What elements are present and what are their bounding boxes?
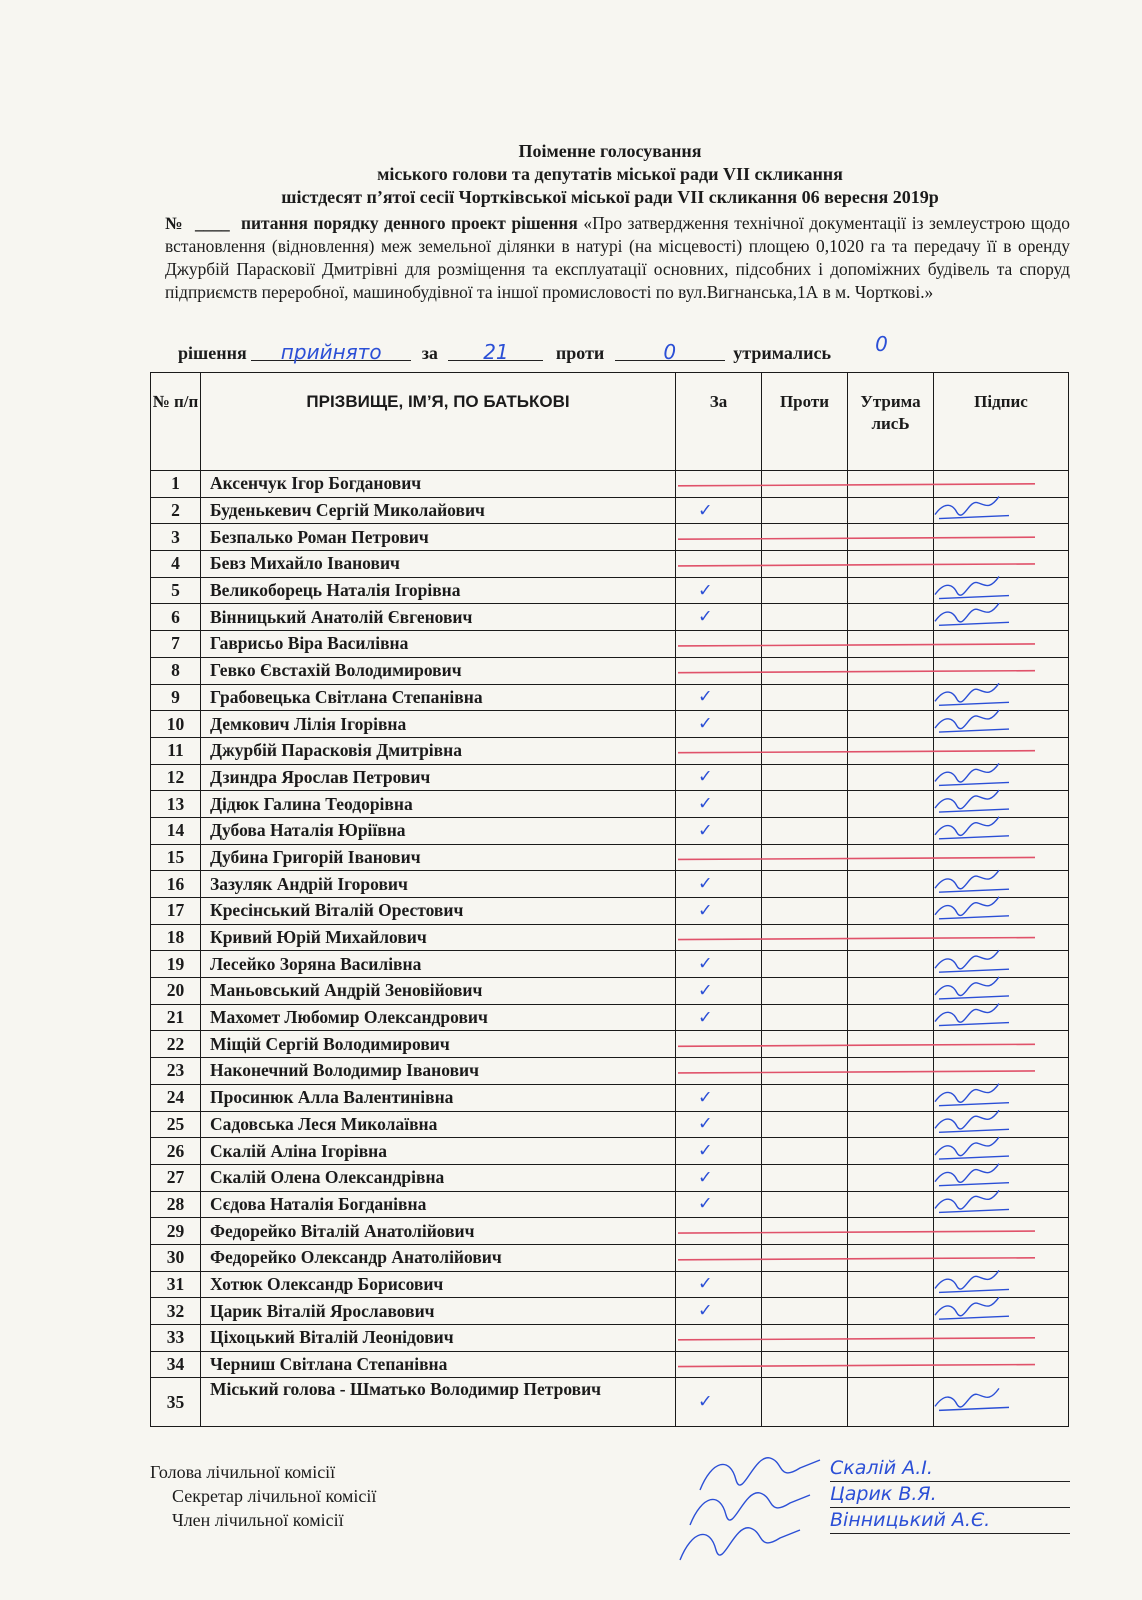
vote-for-mark — [676, 1031, 762, 1058]
vote-for-mark: ✓ — [676, 1191, 762, 1218]
vote-against-cell — [762, 871, 848, 898]
table-row — [151, 1351, 1069, 1378]
chairman-name: Скалій А.І. — [830, 1456, 1070, 1482]
table-row — [151, 1138, 1069, 1165]
vote-against-cell — [762, 1325, 848, 1352]
table-row — [151, 1031, 1069, 1058]
question-number-label: № — [165, 213, 184, 233]
vote-abstained-cell — [848, 1218, 934, 1245]
abstained-label: утримались — [733, 343, 831, 363]
table-row — [151, 924, 1069, 951]
deputy-name: Демкович Лілія Ігорівна — [201, 711, 676, 738]
row-number: 16 — [151, 871, 201, 898]
vote-abstained-cell — [848, 1031, 934, 1058]
table-row — [151, 791, 1069, 818]
signature-cell — [934, 1351, 1069, 1378]
vote-abstained-cell — [848, 1058, 934, 1085]
vote-abstained-cell — [848, 1111, 934, 1138]
vote-abstained-cell — [848, 1191, 934, 1218]
deputy-name: Ціхоцький Віталій Леонідович — [201, 1325, 676, 1352]
vote-against-cell — [762, 524, 848, 551]
vote-for-mark: ✓ — [676, 711, 762, 738]
vote-abstained-cell — [848, 1271, 934, 1298]
deputy-name: Дубина Григорій Іванович — [201, 844, 676, 871]
vote-abstained-cell — [848, 497, 934, 524]
signature-cell — [934, 1244, 1069, 1271]
vote-for-mark — [676, 657, 762, 684]
commission-signature — [700, 1458, 820, 1490]
vote-abstained-cell — [848, 577, 934, 604]
vote-for-mark: ✓ — [676, 898, 762, 925]
row-number: 25 — [151, 1111, 201, 1138]
row-number: 18 — [151, 924, 201, 951]
commission-names — [830, 1456, 1070, 1534]
table-row — [151, 631, 1069, 658]
vote-abstained-cell — [848, 524, 934, 551]
table-row — [151, 764, 1069, 791]
vote-abstained-cell — [848, 791, 934, 818]
deputy-name: Наконечний Володимир Іванович — [201, 1058, 676, 1085]
header-signature: Підпис — [934, 373, 1069, 471]
vote-for-mark — [676, 1218, 762, 1245]
vote-abstained-cell — [848, 978, 934, 1005]
vote-for-mark: ✓ — [676, 497, 762, 524]
table-row — [151, 737, 1069, 764]
vote-for-mark: ✓ — [676, 951, 762, 978]
vote-against-cell — [762, 844, 848, 871]
vote-for-mark — [676, 1058, 762, 1085]
signature-cell — [934, 1058, 1069, 1085]
signature-cell — [934, 1031, 1069, 1058]
vote-abstained-cell — [848, 951, 934, 978]
table-row — [151, 844, 1069, 871]
decision-label: рішення — [178, 343, 247, 363]
table-row — [151, 1244, 1069, 1271]
deputy-name: Безпалько Роман Петрович — [201, 524, 676, 551]
row-number: 33 — [151, 1325, 201, 1352]
chairman-label: Голова лічильної комісії — [150, 1462, 336, 1482]
row-number: 2 — [151, 497, 201, 524]
signature-cell — [934, 711, 1069, 738]
deputy-name: Буденькевич Сергій Миколайович — [201, 497, 676, 524]
vote-abstained-cell — [848, 1244, 934, 1271]
deputy-name: Кресінський Віталій Орестович — [201, 898, 676, 925]
header-against: Проти — [762, 373, 848, 471]
signature-cell — [934, 497, 1069, 524]
vote-abstained-cell — [848, 604, 934, 631]
vote-abstained-cell — [848, 871, 934, 898]
deputy-name: Кривий Юрій Михайлович — [201, 924, 676, 951]
row-number: 4 — [151, 551, 201, 578]
row-number: 21 — [151, 1004, 201, 1031]
signature-cell — [934, 1378, 1069, 1427]
vote-for-mark — [676, 524, 762, 551]
signature-cell — [934, 684, 1069, 711]
signature-cell — [934, 1084, 1069, 1111]
table-row — [151, 871, 1069, 898]
deputy-name: Грабовецька Світлана Степанівна — [201, 684, 676, 711]
commission-signature — [680, 1528, 800, 1560]
deputy-name: Садовська Леся Миколаївна — [201, 1111, 676, 1138]
row-number: 30 — [151, 1244, 201, 1271]
counting-commission — [150, 1460, 376, 1532]
deputy-name: Бевз Михайло Іванович — [201, 551, 676, 578]
row-number: 14 — [151, 817, 201, 844]
member-name: Вінницький А.Є. — [830, 1508, 1070, 1534]
row-number: 15 — [151, 844, 201, 871]
header-full-name: ПРІЗВИЩЕ, ІМ’Я, ПО БАТЬКОВІ — [201, 373, 676, 471]
member-label: Член лічильної комісії — [172, 1510, 344, 1530]
deputy-name: Сєдова Наталія Богданівна — [201, 1191, 676, 1218]
vote-against-cell — [762, 1111, 848, 1138]
vote-abstained-cell — [848, 711, 934, 738]
table-row — [151, 1111, 1069, 1138]
vote-against-cell — [762, 657, 848, 684]
vote-against-cell — [762, 577, 848, 604]
deputy-name: Дзиндра Ярослав Петрович — [201, 764, 676, 791]
vote-abstained-cell — [848, 1138, 934, 1165]
row-number: 26 — [151, 1138, 201, 1165]
vote-against-cell — [762, 631, 848, 658]
table-header-row — [151, 373, 1069, 471]
vote-against-cell — [762, 471, 848, 498]
row-number: 12 — [151, 764, 201, 791]
table-row — [151, 551, 1069, 578]
vote-against-cell — [762, 924, 848, 951]
signature-cell — [934, 764, 1069, 791]
vote-for-mark: ✓ — [676, 1298, 762, 1325]
vote-against-cell — [762, 497, 848, 524]
signature-cell — [934, 1111, 1069, 1138]
vote-for-mark: ✓ — [676, 871, 762, 898]
signature-cell — [934, 871, 1069, 898]
vote-against-cell — [762, 898, 848, 925]
vote-for-mark: ✓ — [676, 1111, 762, 1138]
deputy-name: Скалій Аліна Ігорівна — [201, 1138, 676, 1165]
deputy-name: Дубова Наталія Юріївна — [201, 817, 676, 844]
row-number: 10 — [151, 711, 201, 738]
abstained-count: 0 — [875, 332, 888, 356]
vote-for-mark — [676, 924, 762, 951]
vote-for-mark — [676, 1244, 762, 1271]
against-label: проти — [555, 343, 605, 363]
vote-abstained-cell — [848, 817, 934, 844]
vote-against-cell — [762, 978, 848, 1005]
vote-for-mark — [676, 631, 762, 658]
vote-against-cell — [762, 1031, 848, 1058]
vote-against-cell — [762, 1378, 848, 1427]
document-title — [160, 140, 1060, 209]
decision-line — [178, 332, 1058, 364]
signature-cell — [934, 1298, 1069, 1325]
row-number: 11 — [151, 737, 201, 764]
deputy-name: Великоборець Наталія Ігорівна — [201, 577, 676, 604]
signature-cell — [934, 551, 1069, 578]
vote-abstained-cell — [848, 471, 934, 498]
signature-cell — [934, 631, 1069, 658]
vote-for-mark: ✓ — [676, 791, 762, 818]
deputy-name: Зазуляк Андрій Ігорович — [201, 871, 676, 898]
vote-for-mark: ✓ — [676, 1271, 762, 1298]
vote-abstained-cell — [848, 898, 934, 925]
vote-for-mark: ✓ — [676, 577, 762, 604]
vote-abstained-cell — [848, 737, 934, 764]
for-count: 21 — [448, 344, 543, 361]
against-count: 0 — [615, 344, 725, 361]
header-for: За — [676, 373, 762, 471]
signature-cell — [934, 577, 1069, 604]
vote-against-cell — [762, 737, 848, 764]
vote-against-cell — [762, 764, 848, 791]
table-row — [151, 1271, 1069, 1298]
vote-for-mark: ✓ — [676, 1138, 762, 1165]
signature-cell — [934, 1004, 1069, 1031]
row-number: 5 — [151, 577, 201, 604]
for-label: за — [421, 343, 438, 363]
signature-cell — [934, 1164, 1069, 1191]
deputy-name: Махомет Любомир Олександрович — [201, 1004, 676, 1031]
row-number: 31 — [151, 1271, 201, 1298]
vote-against-cell — [762, 711, 848, 738]
vote-against-cell — [762, 1004, 848, 1031]
vote-abstained-cell — [848, 1298, 934, 1325]
row-number: 7 — [151, 631, 201, 658]
vote-abstained-cell — [848, 844, 934, 871]
vote-abstained-cell — [848, 631, 934, 658]
vote-against-cell — [762, 1351, 848, 1378]
table-row — [151, 1004, 1069, 1031]
row-number: 27 — [151, 1164, 201, 1191]
table-row — [151, 711, 1069, 738]
vote-for-mark: ✓ — [676, 1378, 762, 1427]
vote-against-cell — [762, 1058, 848, 1085]
vote-against-cell — [762, 1084, 848, 1111]
table-row — [151, 524, 1069, 551]
signature-cell — [934, 1138, 1069, 1165]
row-number: 20 — [151, 978, 201, 1005]
vote-abstained-cell — [848, 684, 934, 711]
vote-against-cell — [762, 951, 848, 978]
deputy-name: Хотюк Олександр Борисович — [201, 1271, 676, 1298]
table-row — [151, 817, 1069, 844]
deputy-name: Скалій Олена Олександрівна — [201, 1164, 676, 1191]
deputy-name: Джурбій Парасковія Дмитрівна — [201, 737, 676, 764]
vote-against-cell — [762, 817, 848, 844]
vote-abstained-cell — [848, 1325, 934, 1352]
vote-for-mark — [676, 551, 762, 578]
deputy-name: Міщій Сергій Володимирович — [201, 1031, 676, 1058]
secretary-label: Секретар лічильної комісії — [172, 1486, 377, 1506]
table-row — [151, 898, 1069, 925]
deputy-name: Просинюк Алла Валентинівна — [201, 1084, 676, 1111]
table-row — [151, 1084, 1069, 1111]
deputy-name: Аксенчук Ігор Богданович — [201, 471, 676, 498]
header-number: № п/п — [151, 373, 201, 471]
vote-against-cell — [762, 551, 848, 578]
vote-against-cell — [762, 1298, 848, 1325]
row-number: 19 — [151, 951, 201, 978]
commission-signature — [690, 1493, 810, 1525]
vote-abstained-cell — [848, 1351, 934, 1378]
table-row — [151, 978, 1069, 1005]
vote-for-mark: ✓ — [676, 817, 762, 844]
row-number: 8 — [151, 657, 201, 684]
table-row — [151, 1058, 1069, 1085]
row-number: 24 — [151, 1084, 201, 1111]
signature-cell — [934, 817, 1069, 844]
signature-cell — [934, 1325, 1069, 1352]
table-row — [151, 1164, 1069, 1191]
vote-abstained-cell — [848, 1004, 934, 1031]
vote-against-cell — [762, 1138, 848, 1165]
table-row — [151, 604, 1069, 631]
vote-against-cell — [762, 1244, 848, 1271]
voting-table — [150, 372, 1069, 1427]
title-line-1: Поіменне голосування — [518, 141, 702, 161]
deputy-name: Гаврисьо Віра Василівна — [201, 631, 676, 658]
vote-abstained-cell — [848, 1084, 934, 1111]
vote-against-cell — [762, 1191, 848, 1218]
table-row — [151, 1218, 1069, 1245]
vote-abstained-cell — [848, 764, 934, 791]
table-row — [151, 577, 1069, 604]
row-number: 28 — [151, 1191, 201, 1218]
title-line-2: міського голови та депутатів міської ради VII скликання — [377, 164, 843, 184]
vote-for-mark: ✓ — [676, 978, 762, 1005]
signature-cell — [934, 951, 1069, 978]
vote-for-mark — [676, 471, 762, 498]
table-row — [151, 1378, 1069, 1427]
deputy-name: Міський голова - Шматько Володимир Петрович — [201, 1378, 676, 1427]
table-row — [151, 1298, 1069, 1325]
deputy-name: Федорейко Олександр Анатолійович — [201, 1244, 676, 1271]
vote-for-mark: ✓ — [676, 684, 762, 711]
table-row — [151, 1325, 1069, 1352]
deputy-name: Маньовський Андрій Зеновійович — [201, 978, 676, 1005]
deputy-name: Федорейко Віталій Анатолійович — [201, 1218, 676, 1245]
deputy-name: Гевко Євстахій Володимирович — [201, 657, 676, 684]
table-row — [151, 684, 1069, 711]
vote-for-mark — [676, 844, 762, 871]
agenda-question — [165, 212, 1070, 304]
vote-against-cell — [762, 1271, 848, 1298]
table-row — [151, 951, 1069, 978]
row-number: 22 — [151, 1031, 201, 1058]
row-number: 3 — [151, 524, 201, 551]
vote-for-mark — [676, 1351, 762, 1378]
question-lead: питання порядку денного проект рішення — [240, 213, 578, 233]
vote-for-mark: ✓ — [676, 1164, 762, 1191]
signature-cell — [934, 471, 1069, 498]
vote-abstained-cell — [848, 924, 934, 951]
signature-cell — [934, 978, 1069, 1005]
title-line-3: шістдесят п’ятої сесії Чортківської міської ради VII скликання 06 вересня 2019р — [281, 187, 939, 207]
signature-cell — [934, 604, 1069, 631]
vote-for-mark: ✓ — [676, 1084, 762, 1111]
deputy-name: Лесейко Зоряна Василівна — [201, 951, 676, 978]
deputy-name: Черниш Світлана Степанівна — [201, 1351, 676, 1378]
vote-for-mark — [676, 1325, 762, 1352]
row-number: 29 — [151, 1218, 201, 1245]
vote-abstained-cell — [848, 657, 934, 684]
vote-for-mark — [676, 737, 762, 764]
signature-cell — [934, 791, 1069, 818]
signature-cell — [934, 657, 1069, 684]
deputy-name: Дідюк Галина Теодорівна — [201, 791, 676, 818]
vote-against-cell — [762, 791, 848, 818]
signature-cell — [934, 924, 1069, 951]
row-number: 17 — [151, 898, 201, 925]
vote-for-mark: ✓ — [676, 1004, 762, 1031]
deputy-name: Царик Віталій Ярославович — [201, 1298, 676, 1325]
vote-abstained-cell — [848, 1164, 934, 1191]
secretary-name: Царик В.Я. — [830, 1482, 1070, 1508]
signature-cell — [934, 737, 1069, 764]
signature-cell — [934, 524, 1069, 551]
table-row — [151, 471, 1069, 498]
vote-for-mark: ✓ — [676, 604, 762, 631]
question-number-blank: ____ — [189, 213, 236, 233]
vote-against-cell — [762, 1218, 848, 1245]
signature-cell — [934, 1218, 1069, 1245]
vote-against-cell — [762, 604, 848, 631]
question-text: «Про затвердження технічної документації із землеустрою щодо встановлення (відновлення) меж земельної ділянки в натурі (на місцевості) площею 0,1020 га та передачу її в оренду Джурбій Парасковії Дмитрівні для розміщення та експлуатації основних, підсобних і допоміжних будівель та споруд підприємств переробної, машинобудівної та іншої промисловості по вул.Вигнанська,1А в м. Чорткові.» — [165, 213, 1070, 302]
signature-cell — [934, 898, 1069, 925]
table-row — [151, 657, 1069, 684]
row-number: 32 — [151, 1298, 201, 1325]
row-number: 6 — [151, 604, 201, 631]
table-row — [151, 497, 1069, 524]
vote-abstained-cell — [848, 551, 934, 578]
table-row — [151, 1191, 1069, 1218]
vote-against-cell — [762, 684, 848, 711]
row-number: 13 — [151, 791, 201, 818]
row-number: 23 — [151, 1058, 201, 1085]
decision-result: прийнято — [251, 344, 411, 361]
row-number: 1 — [151, 471, 201, 498]
row-number: 35 — [151, 1378, 201, 1427]
header-abstained: УтрималисЬ — [848, 373, 934, 471]
row-number: 9 — [151, 684, 201, 711]
vote-abstained-cell — [848, 1378, 934, 1427]
row-number: 34 — [151, 1351, 201, 1378]
signature-cell — [934, 844, 1069, 871]
signature-cell — [934, 1191, 1069, 1218]
vote-for-mark: ✓ — [676, 764, 762, 791]
vote-against-cell — [762, 1164, 848, 1191]
deputy-name: Вінницький Анатолій Євгенович — [201, 604, 676, 631]
signature-cell — [934, 1271, 1069, 1298]
